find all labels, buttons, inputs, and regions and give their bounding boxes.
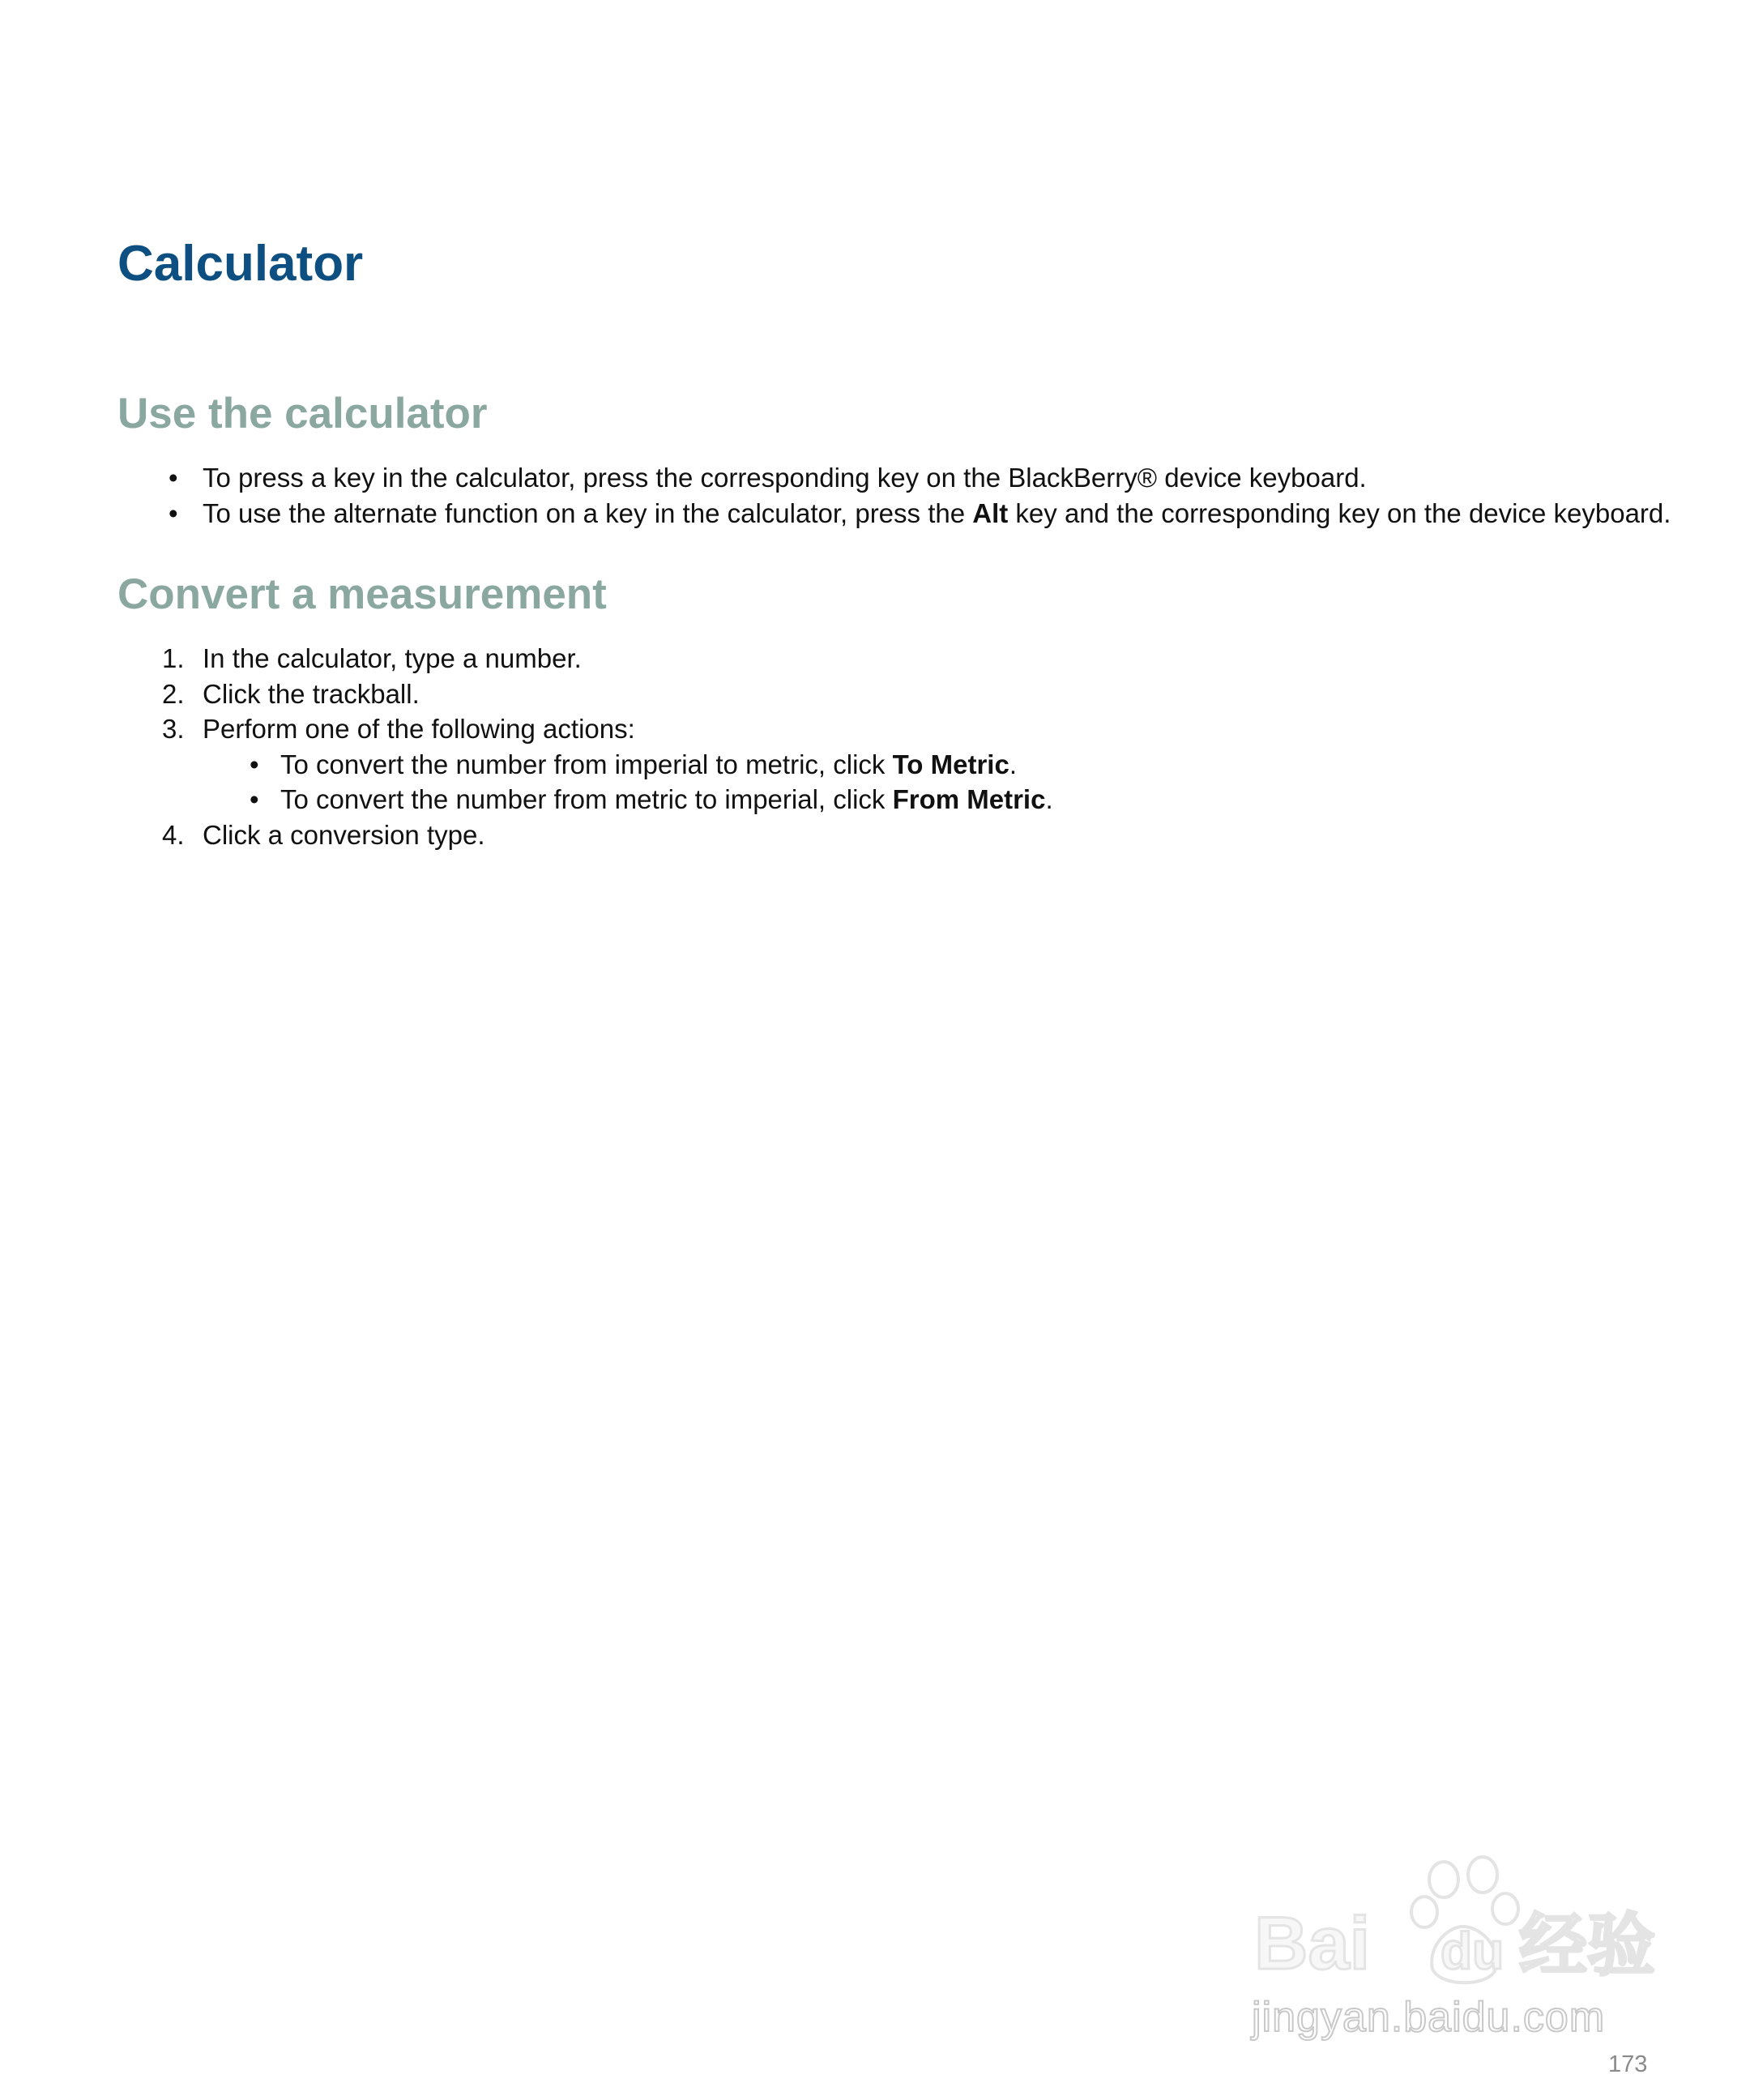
bullet-glyph: •: [250, 749, 259, 779]
use-calculator-bullets: [162, 460, 1671, 531]
svg-text:Bai: Bai: [1254, 1902, 1371, 1985]
convert-steps-list: [162, 641, 1053, 852]
watermark-url: jingyan.baidu.com: [1252, 1994, 1606, 2041]
step-text: Perform one of the following actions:: [203, 714, 635, 744]
bullet-glyph: •: [250, 784, 259, 814]
sub-bullet-text-after: .: [1009, 749, 1017, 779]
bold-menu-item: From Metric: [892, 784, 1046, 814]
svg-text:经验: 经验: [1519, 1907, 1656, 1983]
bullet-text-before: To use the alternate function on a key in the calculator, press the: [203, 497, 973, 528]
bullet-text: To press a key in the calculator, press the corresponding key on the BlackBerry® device keyboard.: [203, 463, 1367, 493]
step-item: [162, 677, 1053, 712]
sub-bullet-text-after: .: [1045, 784, 1053, 814]
bold-key-name: Alt: [972, 497, 1009, 528]
step-number: 1.: [162, 643, 185, 673]
section-heading-convert-measurement: Convert a measurement: [117, 570, 607, 618]
bullet-item: [162, 496, 1671, 531]
bullet-item: [162, 460, 1671, 496]
step-text: In the calculator, type a number.: [203, 643, 582, 673]
step-item: [162, 711, 1053, 817]
step-text: Click a conversion type.: [203, 819, 485, 850]
step-text: Click the trackball.: [203, 678, 420, 709]
section-heading-use-calculator: Use the calculator: [117, 390, 488, 438]
page-number: 173: [1608, 2051, 1648, 2077]
chapter-title: Calculator: [117, 236, 364, 292]
sub-bullet-item: [250, 747, 1053, 783]
step-number: 2.: [162, 678, 185, 709]
sub-bullet-text-before: To convert the number from metric to imperial, click: [280, 784, 893, 814]
sub-bullet-text-before: To convert the number from imperial to metric, click: [280, 749, 893, 779]
step-item: [162, 817, 1053, 853]
step-item: [162, 641, 1053, 677]
step-number: 4.: [162, 819, 185, 850]
bold-menu-item: To Metric: [892, 749, 1009, 779]
bullet-text-after: key and the corresponding key on the device keyboard.: [1008, 497, 1671, 528]
sub-bullet-item: [250, 782, 1053, 817]
step-sub-bullets: [203, 747, 1053, 817]
svg-text:du: du: [1441, 1922, 1505, 1980]
step-number: 3.: [162, 714, 185, 744]
